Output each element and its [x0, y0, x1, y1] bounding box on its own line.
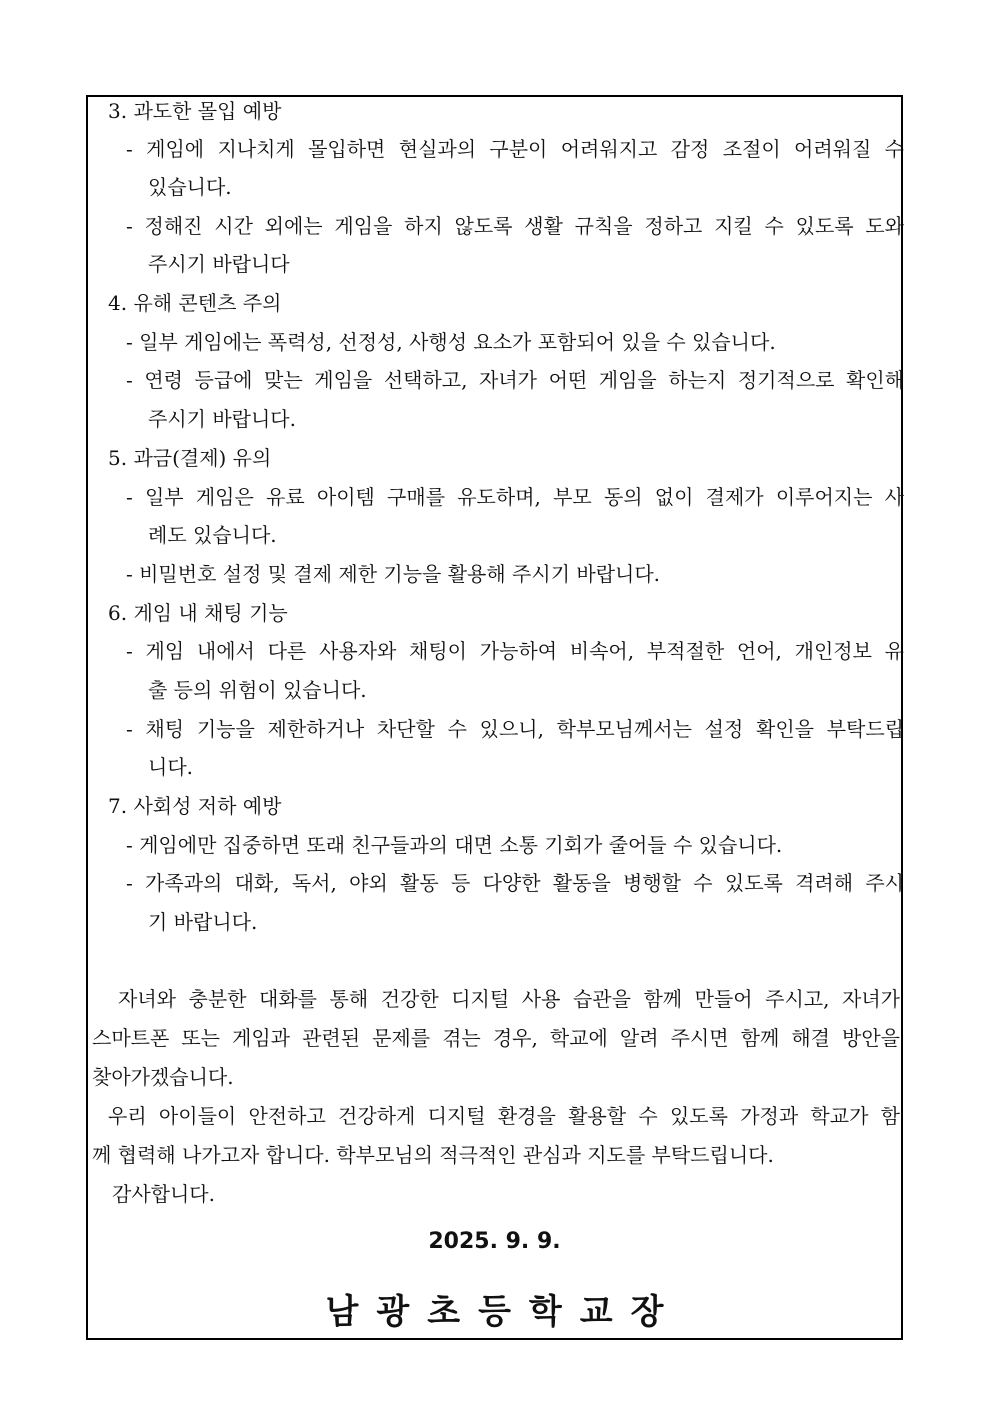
section-heading: 7. 사회성 저하 예방 [108, 794, 282, 818]
list-item-continuation: 있습니다. [148, 175, 232, 199]
list-item-continuation: 주시기 바랍니다. [148, 407, 296, 431]
list-item: - 일부 게임에는 폭력성, 선정성, 사행성 요소가 포함되어 있을 수 있습니다. [126, 330, 776, 354]
list-item-continuation: 기 바랍니다. [148, 910, 258, 934]
list-item: - 채팅 기능을 제한하거나 차단할 수 있으니, 학부모님께서는 설정 확인을 부탁드립 [126, 717, 904, 741]
list-item-continuation: 주시기 바랍니다 [148, 252, 290, 276]
list-item: - 게임에 지나치게 몰입하면 현실과의 구분이 어려워지고 감정 조절이 어려워질 수 [126, 137, 904, 161]
list-item: - 가족과의 대화, 독서, 야외 활동 등 다양한 활동을 병행할 수 있도록 격려해 주시 [126, 871, 904, 895]
list-item: - 일부 게임은 유료 아이템 구매를 유도하며, 부모 동의 없이 결제가 이루어지는 사 [126, 485, 904, 509]
list-item: - 연령 등급에 맞는 게임을 선택하고, 자녀가 어떤 게임을 하는지 정기적으로 확인해 [126, 368, 904, 392]
principal-signature: 남광초등학교장 [325, 1292, 682, 1332]
notice-frame [86, 95, 903, 1340]
list-item-continuation: 례도 있습니다. [148, 523, 277, 547]
closing-paragraph-line: 우리 아이들이 안전하고 건강하게 디지털 환경을 활용할 수 있도록 가정과 학교가 함 [108, 1104, 900, 1128]
list-item: - 비밀번호 설정 및 결제 제한 기능을 활용해 주시기 바랍니다. [126, 562, 661, 586]
list-item: - 정해진 시간 외에는 게임을 하지 않도록 생활 규칙을 정하고 지킬 수 있도록 도와 [126, 214, 904, 238]
list-item-continuation: 출 등의 위험이 있습니다. [148, 678, 367, 702]
list-item: - 게임 내에서 다른 사용자와 채팅이 가능하여 비속어, 부적절한 언어, 개인정보 유 [126, 639, 904, 663]
section-heading: 4. 유해 콘텐츠 주의 [108, 291, 282, 315]
document-date: 2025. 9. 9. [428, 1229, 561, 1254]
list-item: - 게임에만 집중하면 또래 친구들과의 대면 소통 기회가 줄어들 수 있습니다. [126, 833, 783, 857]
thanks-text: 감사합니다. [112, 1182, 215, 1206]
section-heading: 5. 과금(결제) 유의 [108, 446, 272, 470]
section-heading: 3. 과도한 몰입 예방 [108, 99, 282, 123]
closing-paragraph-line: 께 협력해 나가고자 합니다. 학부모님의 적극적인 관심과 지도를 부탁드립니다. [92, 1143, 774, 1167]
closing-paragraph-line: 스마트폰 또는 게임과 관련된 문제를 겪는 경우, 학교에 알려 주시면 함께 해결 방안을 [92, 1026, 900, 1050]
closing-paragraph-line: 찾아가겠습니다. [92, 1065, 234, 1089]
list-item-continuation: 니다. [148, 755, 193, 779]
closing-paragraph-line: 자녀와 충분한 대화를 통해 건강한 디지털 사용 습관을 함께 만들어 주시고, 자녀가 [118, 987, 900, 1011]
section-heading: 6. 게임 내 채팅 기능 [108, 601, 288, 625]
